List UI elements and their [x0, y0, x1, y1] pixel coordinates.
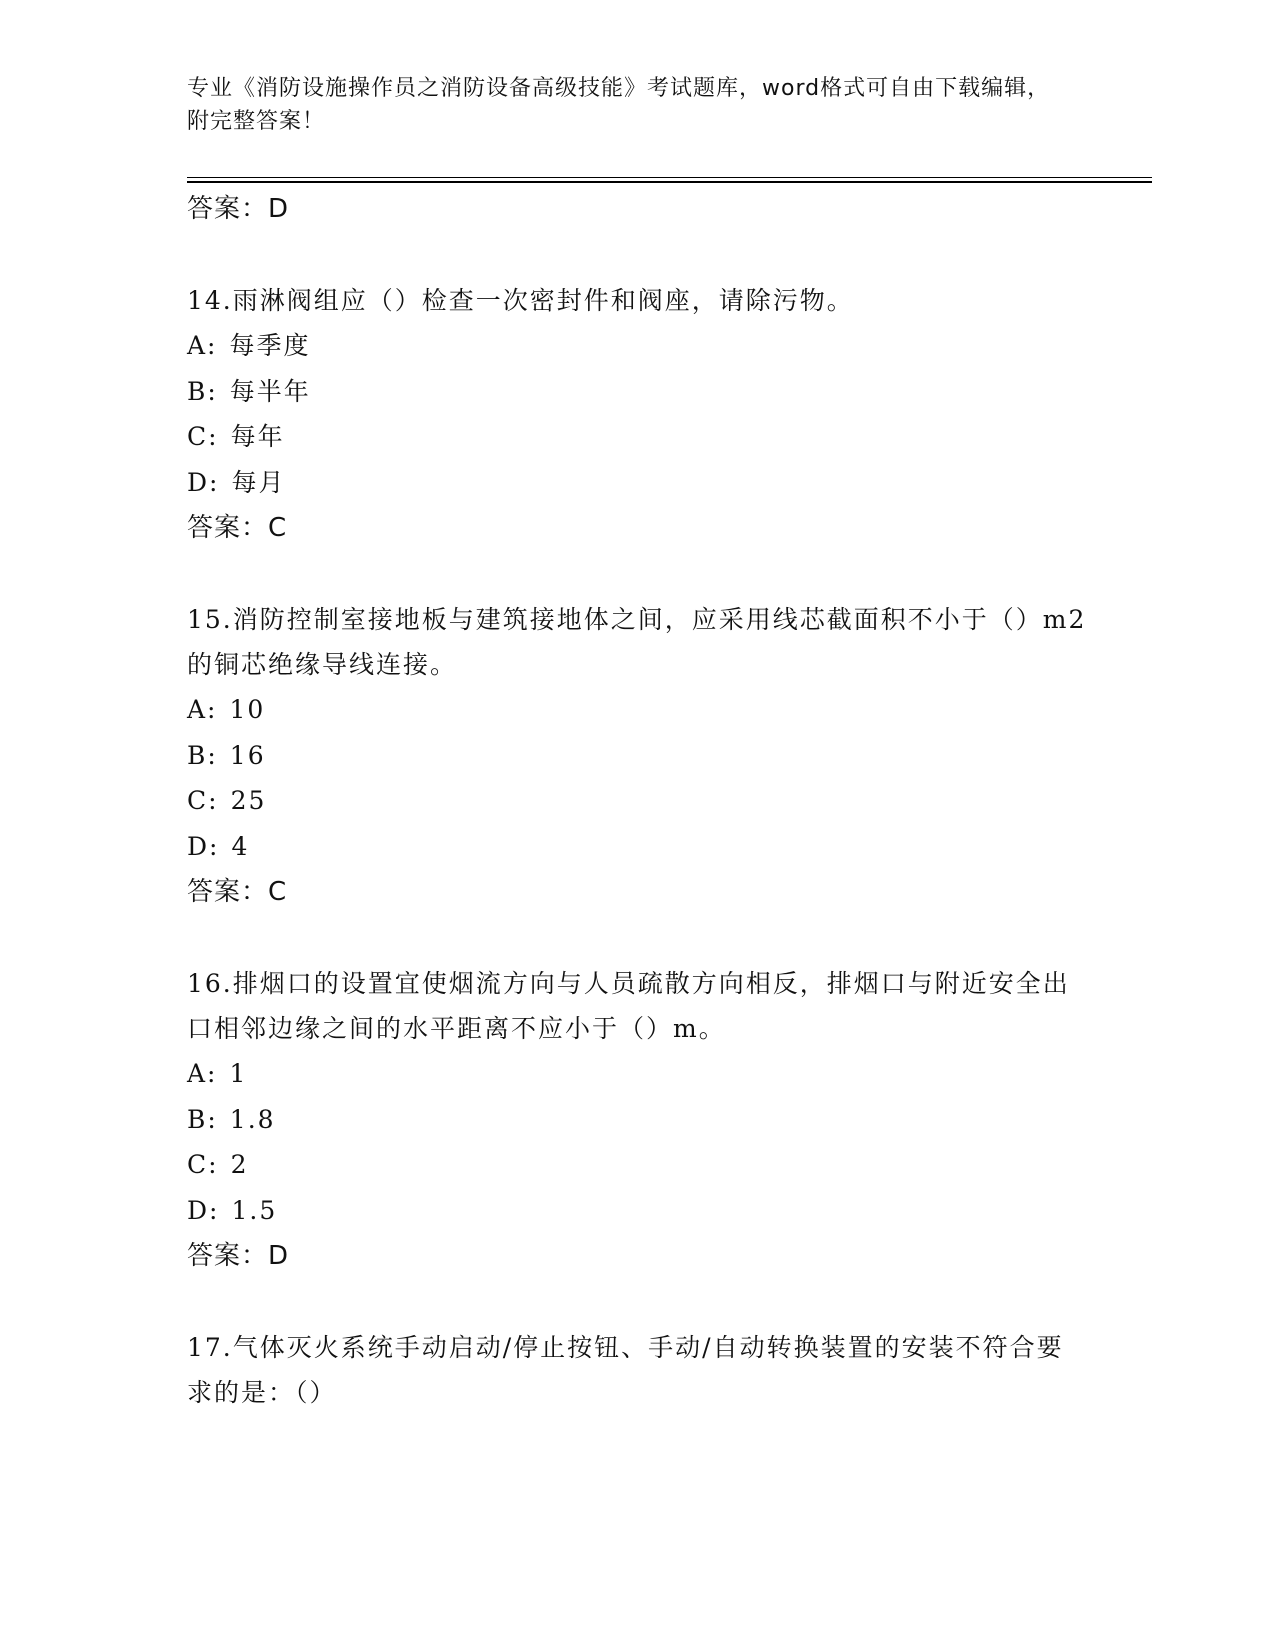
option-d: D: 1.5 — [187, 1195, 278, 1225]
option-a: A: 10 — [187, 695, 266, 724]
question-text: 17.气体灭火系统手动启动/停止按钮、手动/自动转换装置的安装不符合要求的是：（） — [187, 1333, 1064, 1407]
question-item — [187, 595, 1087, 915]
answer-line: 答案：D — [187, 194, 290, 224]
question-item — [187, 276, 1087, 551]
option-c: C: 每年 — [187, 422, 285, 451]
option-b: B: 16 — [187, 740, 266, 770]
option-c: C: 2 — [187, 1150, 249, 1179]
option-c: C: 25 — [187, 786, 267, 815]
option-d: D: 4 — [187, 831, 250, 861]
question-list — [187, 186, 1087, 1415]
question-item — [187, 959, 1087, 1279]
option-b: B: 每半年 — [187, 376, 311, 406]
question-text: 16.排烟口的设置宜使烟流方向与人员疏散方向相反，排烟口与附近安全出口相邻边缘之间的水平距离不应小于（）m。 — [187, 969, 1070, 1043]
answer-line: 答案：C — [187, 513, 288, 543]
header-divider-thick — [187, 181, 1152, 183]
option-d: D: 每月 — [187, 467, 286, 497]
page-header: 专业《消防设施操作员之消防设备高级技能》考试题库，word格式可自由下载编辑，附完整答案！ — [187, 76, 1051, 134]
option-b: B: 1.8 — [187, 1104, 276, 1134]
answer-line: 答案：C — [187, 877, 288, 907]
header-divider-thin — [187, 177, 1152, 178]
question-item — [187, 1323, 1087, 1415]
option-a: A: 每季度 — [187, 331, 311, 360]
question-text: 14.雨淋阀组应（）检查一次密封件和阀座，请除污物。 — [187, 286, 854, 315]
question-text: 15.消防控制室接地板与建筑接地体之间，应采用线芯截面积不小于（）m2的铜芯绝缘导线连接。 — [187, 605, 1087, 679]
option-a: A: 1 — [187, 1059, 248, 1088]
answer-line: 答案：D — [187, 1241, 290, 1271]
